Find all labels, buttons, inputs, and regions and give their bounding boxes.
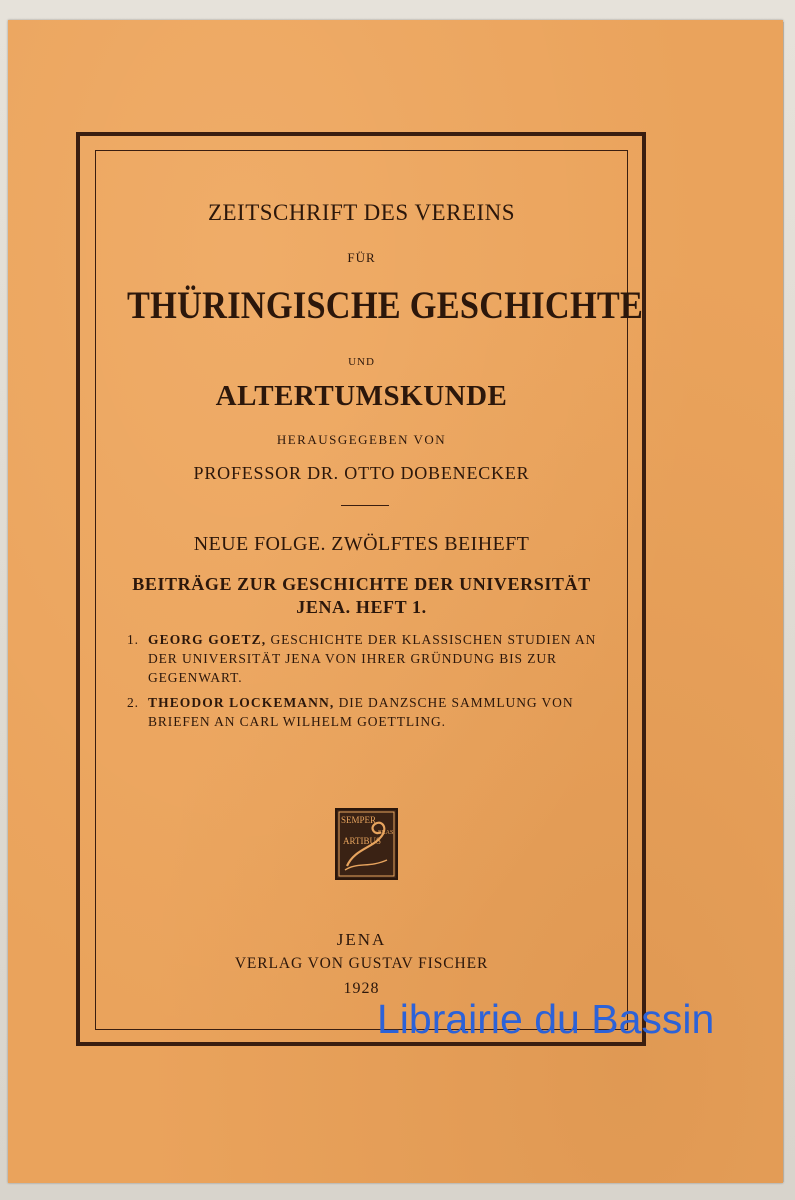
publisher-emblem-icon — [335, 808, 398, 880]
emblem-text-3: ARTIBUS — [343, 836, 381, 846]
journal-und: UND — [348, 356, 375, 368]
imprint-year: 1928 — [343, 980, 380, 997]
contents-item — [127, 693, 617, 731]
emblem-text-1: SEMPER — [341, 815, 377, 825]
seller-watermark: Librairie du Bassin — [377, 996, 715, 1042]
imprint-publisher: VERLAG VON GUSTAV FISCHER — [234, 955, 489, 972]
contents-number: 1. — [127, 632, 139, 647]
series-line: NEUE FOLGE. ZWÖLFTES BEIHEFT — [193, 533, 530, 555]
imprint-place: JENA — [336, 930, 387, 949]
topic-line-1: BEITRÄGE ZUR GESCHICHTE DER UNIVERSITÄT — [132, 574, 591, 594]
topic-line-2: JENA. HEFT 1. — [296, 597, 427, 617]
editor-name: PROFESSOR DR. OTTO DOBENECKER — [193, 463, 530, 483]
contents-author: THEODOR LOCKEMANN, — [148, 695, 335, 710]
contents-title: DIE DANZSCHE SAMMLUNG VON BRIEFEN AN CARL WILHELM GOETTLING. — [148, 695, 574, 729]
divider-rule — [341, 505, 389, 506]
contents-number: 2. — [127, 695, 139, 710]
editor-label: HERAUSGEGEBEN VON — [276, 432, 447, 447]
contents-title: GESCHICHTE DER KLASSISCHEN STUDIEN AN DER UNIVERSITÄT JENA VON IHRER GRÜNDUNG BIS ZUR GEGENWART. — [148, 632, 597, 685]
journal-fuer: FÜR — [347, 250, 376, 265]
emblem-text-2: ERAS — [378, 830, 394, 836]
contents-list — [127, 630, 617, 737]
contents-author: GEORG GOETZ, — [148, 632, 267, 647]
contents-item — [127, 630, 617, 687]
journal-subtitle: ALTERTUMSKUNDE — [215, 380, 508, 412]
journal-name-line: ZEITSCHRIFT DES VEREINS — [207, 200, 516, 225]
journal-title: THÜRINGISCHE GESCHICHTE — [126, 284, 644, 327]
